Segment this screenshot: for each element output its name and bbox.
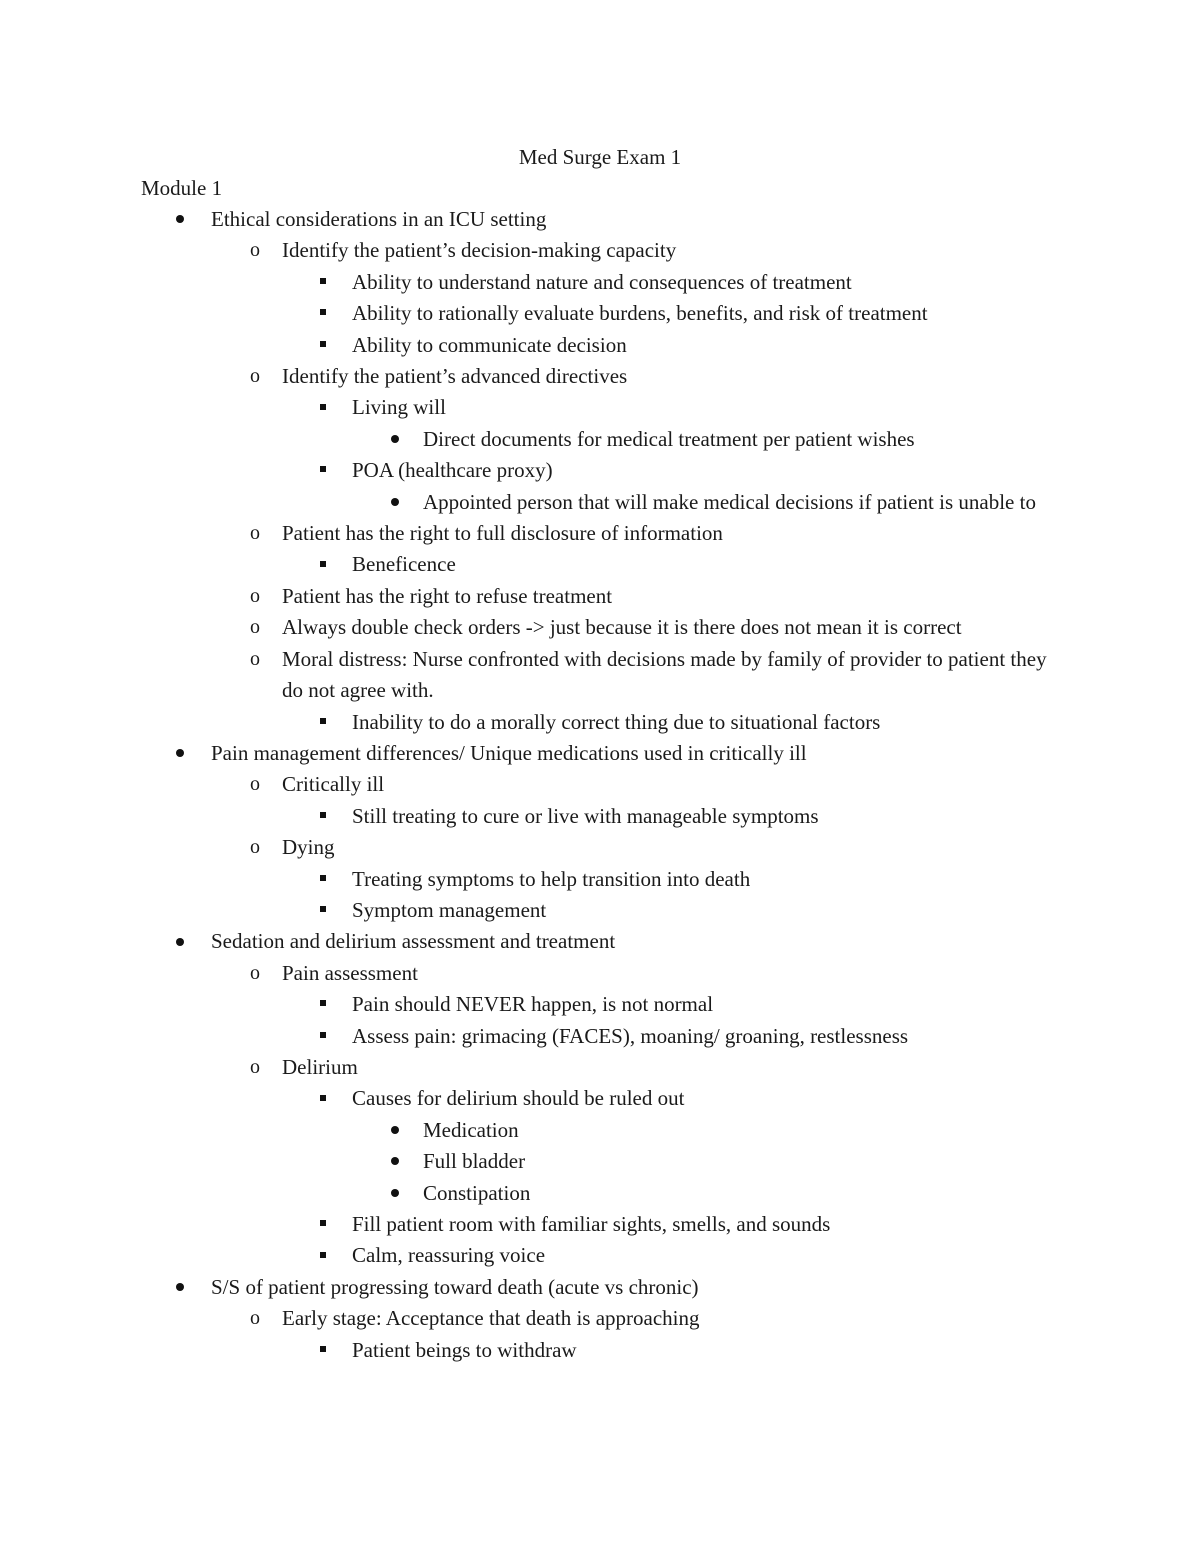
bullet-circle-icon: o — [250, 836, 260, 859]
list-item — [0, 1240, 1200, 1271]
list-item-text: Critically ill — [282, 772, 385, 797]
bullet-square-icon — [311, 392, 335, 423]
list-item — [0, 549, 1200, 580]
bullet-square-icon — [311, 989, 335, 1020]
document-title: Med Surge Exam 1 — [518, 145, 682, 169]
list-item-text: Fill patient room with familiar sights, smells, and sounds — [352, 1212, 831, 1236]
list-item-text: Always double check orders -> just because it is there does not mean it is correct — [282, 615, 962, 640]
bullet-square-icon — [311, 801, 335, 832]
list-item-text: Treating symptoms to help transition into death — [352, 866, 751, 891]
bullet-circle-icon: o — [250, 1055, 260, 1078]
bullet-dot-icon — [168, 738, 192, 769]
bullet-dot-icon — [383, 424, 407, 455]
list-item-text: Ability to communicate decision — [352, 332, 627, 357]
list-item — [0, 204, 1200, 235]
list-item — [0, 738, 1200, 769]
list-item — [0, 267, 1200, 298]
list-item-text: Symptom management — [352, 897, 547, 922]
list-item-text: Sedation and delirium assessment and treatment — [211, 929, 616, 954]
list-item — [0, 1335, 1200, 1366]
bullet-square-icon — [311, 1240, 335, 1271]
list-item-text: Patient has the right to full disclosure of information — [282, 521, 723, 546]
list-item — [0, 424, 1200, 455]
bullet-circle-icon: o — [250, 239, 260, 262]
list-item — [0, 1272, 1200, 1303]
list-item-text: Patient has the right to refuse treatment — [282, 583, 613, 608]
list-item — [0, 832, 1200, 863]
outline-list — [0, 204, 1200, 1366]
list-item-text: Identify the patient’s decision-making capacity — [282, 238, 677, 263]
list-item-text: S/S of patient progressing toward death (acute vs chronic) — [211, 1274, 699, 1299]
bullet-square-icon — [311, 1021, 335, 1052]
list-item-text: Pain assessment — [282, 960, 418, 985]
list-item — [0, 1146, 1200, 1177]
list-item-text: Causes for delirium should be ruled out — [352, 1086, 685, 1111]
list-item-text: Still treating to cure or live with manageable symptoms — [352, 803, 819, 828]
list-item-text: Patient beings to withdraw — [352, 1337, 577, 1362]
list-item-text: Delirium — [282, 1054, 358, 1079]
bullet-square-icon — [311, 707, 335, 738]
list-item-text: Early stage: Acceptance that death is approaching — [282, 1306, 700, 1331]
bullet-circle-icon: o — [250, 522, 260, 545]
list-item — [0, 1021, 1200, 1052]
list-item-text: Direct documents for medical treatment per patient wishes — [423, 426, 915, 451]
list-item — [0, 1178, 1200, 1209]
list-item-text: Full bladder — [423, 1149, 526, 1174]
list-item-text: Constipation — [423, 1180, 531, 1205]
bullet-square-icon — [311, 267, 335, 298]
bullet-circle-icon: o — [250, 647, 260, 670]
list-item — [0, 487, 1200, 518]
list-item-text: Assess pain: grimacing (FACES), moaning/ groaning, restlessness — [352, 1023, 909, 1048]
module-heading: Module 1 — [141, 176, 223, 200]
bullet-square-icon — [311, 1083, 335, 1114]
list-item-text: Ability to understand nature and consequences of treatment — [352, 269, 852, 294]
bullet-dot-icon — [383, 1115, 407, 1146]
list-item — [0, 330, 1200, 361]
list-item-text: Moral distress: Nurse confronted with decisions made by family of provider to patient they do not agree with. — [282, 646, 1047, 703]
list-item — [0, 1052, 1200, 1083]
bullet-square-icon — [311, 330, 335, 361]
list-item — [0, 361, 1200, 392]
list-item — [0, 958, 1200, 989]
list-item — [0, 864, 1200, 895]
list-item — [0, 455, 1200, 486]
list-item — [0, 769, 1200, 800]
bullet-dot-icon — [383, 1146, 407, 1177]
list-item-text: Ethical considerations in an ICU setting — [211, 207, 547, 231]
bullet-dot-icon — [383, 1178, 407, 1209]
list-item — [0, 1115, 1200, 1146]
list-item — [0, 235, 1200, 266]
bullet-square-icon — [311, 549, 335, 580]
bullet-circle-icon: o — [250, 1307, 260, 1330]
bullet-square-icon — [311, 864, 335, 895]
bullet-circle-icon: o — [250, 616, 260, 639]
bullet-circle-icon: o — [250, 961, 260, 984]
list-item — [0, 707, 1200, 738]
list-item — [0, 801, 1200, 832]
list-item-text: Pain management differences/ Unique medications used in critically ill — [211, 740, 807, 765]
bullet-circle-icon: o — [250, 773, 260, 796]
bullet-square-icon — [311, 298, 335, 329]
list-item-text: Identify the patient’s advanced directives — [282, 364, 628, 389]
bullet-square-icon — [311, 1209, 335, 1240]
list-item-text: Calm, reassuring voice — [352, 1243, 546, 1268]
bullet-dot-icon — [168, 926, 192, 957]
list-item — [0, 298, 1200, 329]
bullet-square-icon — [311, 895, 335, 926]
list-item — [0, 895, 1200, 926]
list-item-text: Living will — [352, 395, 446, 420]
list-item — [0, 581, 1200, 612]
list-item — [0, 392, 1200, 423]
list-item-text: POA (healthcare proxy) — [352, 458, 553, 483]
list-item — [0, 644, 1200, 707]
bullet-circle-icon: o — [250, 365, 260, 388]
list-item-text: Beneficence — [352, 552, 456, 577]
list-item-text: Ability to rationally evaluate burdens, benefits, and risk of treatment — [352, 301, 928, 326]
list-item-text: Dying — [282, 835, 335, 860]
bullet-square-icon — [311, 1335, 335, 1366]
list-item — [0, 1209, 1200, 1240]
list-item — [0, 989, 1200, 1020]
bullet-circle-icon: o — [250, 584, 260, 607]
bullet-dot-icon — [168, 1272, 192, 1303]
bullet-square-icon — [311, 455, 335, 486]
bullet-dot-icon — [383, 487, 407, 518]
list-item — [0, 1083, 1200, 1114]
list-item-text: Pain should NEVER happen, is not normal — [352, 992, 714, 1017]
list-item — [0, 518, 1200, 549]
list-item-text: Inability to do a morally correct thing due to situational factors — [352, 709, 881, 734]
list-item-text: Appointed person that will make medical decisions if patient is unable to — [423, 489, 1036, 514]
list-item-text: Medication — [423, 1117, 519, 1142]
list-item — [0, 926, 1200, 957]
bullet-dot-icon — [168, 204, 192, 235]
list-item — [0, 1303, 1200, 1334]
list-item — [0, 612, 1200, 643]
